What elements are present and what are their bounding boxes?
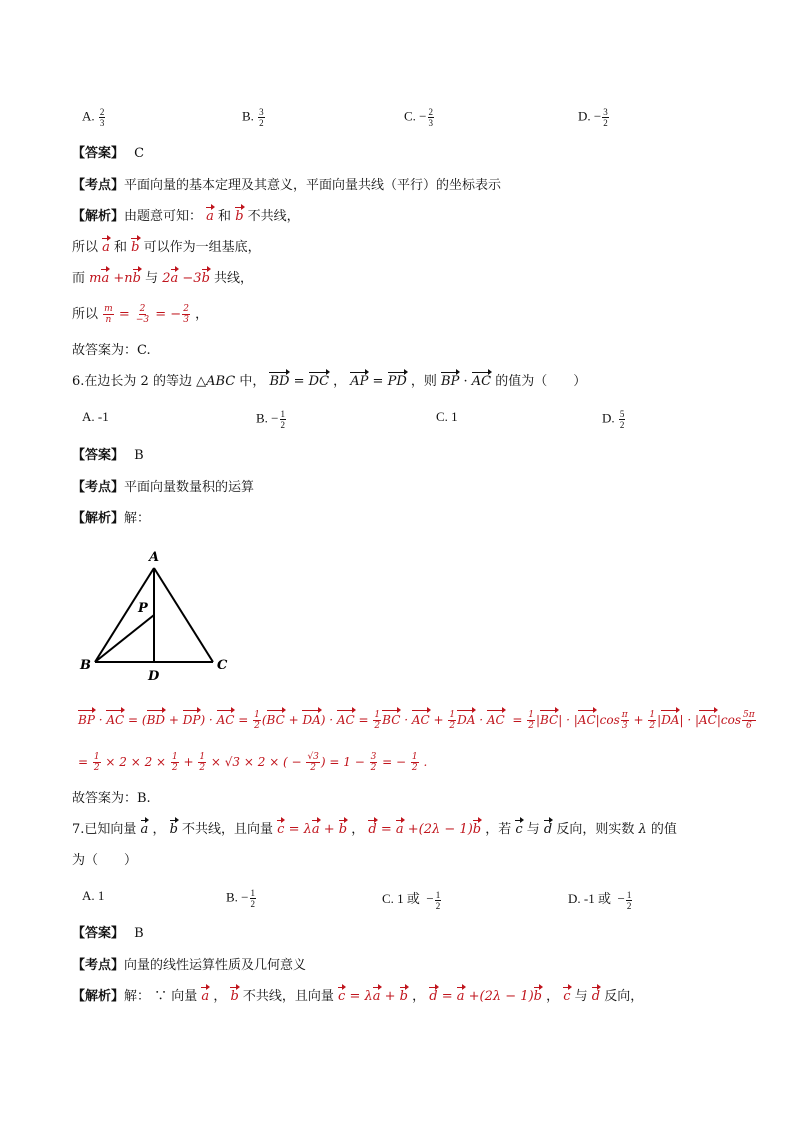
q6-stem: 6.在边长为 2 的等边 △ABC 中， BD = DC ， AP = PD ，则 BP · AC 的值为（ ） [72,372,586,392]
side-ac [154,568,213,662]
q7-option-a: A. 1 [82,888,105,903]
q5-option-b: B. $\frac{3}{2}$ [242,107,264,128]
q5-option-a: A. $\frac{2}{3}$ [82,107,105,128]
q6-analysis-line [72,509,150,529]
q5-analysis-tag: 【解析】 [72,209,125,224]
q7-analysis-line: 【解析】解： ∵ 向量 a ， b 不共线，且向量 c = λa + b ， d = a +(2λ − 1)b ， c 与 d 反向， [72,987,643,1007]
q5-analysis-line-1: 【解析】由题意可知： a 和 b 不共线， [72,207,300,227]
q5-option-d: D. − $\frac{3}{2}$ [578,107,608,128]
q6-formula-1: BP · AC = (BD + DP) · AC = $\frac{1}{2}$ (BC + DA) · AC = $\frac{1}{2}$ BC · AC + $\frac{1}{2}$ DA · AC = $\frac{1}{2}$ |BC| · |AC|cos $\frac{\pi}{3}$ + $\frac{1}{2}$ |DA| · |AC|cos $\frac{5\pi}{6}$ [78,710,755,731]
q6-conclusion: 故答案为：B. [72,791,151,806]
q6-analysis-intro: 解： [124,511,151,526]
q5-analysis-line-3: 而 ma +nb 与 2a −3b 共线， [72,269,253,289]
q6-option-b: B. − $\frac{1}{2}$ [256,409,286,430]
q7-stem-1: 7.已知向量 a ， b 不共线，且向量 c = λa + b ， d = a +(2λ − 1)b ，若 c 与 d 反向，则实数 λ 的值 [72,820,677,840]
q6-formula-2: = $\frac{1}{2}$ × 2 × 2 × $\frac{1}{2}$ + $\frac{1}{2}$ × √3 × 2 × ( − $\frac{√3}{2}$ ) = 1 − $\frac{3}{2}$ = − $\frac{1}{2}$ . [78,752,428,773]
q7-stem-2: 为（ ） [72,853,138,868]
q6-topic: 平面向量数量积的运算 [124,480,255,495]
label-a: A [149,550,160,565]
q7-option-b: B. − $\frac{1}{2}$ [226,888,256,909]
q6-option-d: D. $\frac{5}{2}$ [602,409,625,430]
q5-option-d-value: $\frac{3}{2}$ [603,107,608,128]
q6-topic-line [72,478,254,498]
q7-answer-tag: 【答案】 [72,926,125,941]
q7-analysis-tag: 【解析】 [72,989,125,1004]
q7-topic-tag: 【考点】 [72,958,125,973]
segment-bp [95,615,154,662]
q7-option-c: C. 1 或 − $\frac{1}{2}$ [382,889,441,911]
q5-answer: C [134,146,145,161]
q5-analysis-line-2: 所以 a 和 b 可以作为一组基底， [72,238,261,258]
triangle-figure [78,548,238,688]
q5-option-a-value: $\frac{2}{3}$ [99,107,105,128]
label-p: P [138,601,148,616]
q5-topic-line [72,176,501,196]
q5-option-c-value: $\frac{2}{3}$ [428,107,434,128]
q6-analysis-tag: 【解析】 [72,511,125,526]
q7-answer: B [134,926,144,941]
label-b: B [80,658,91,673]
label-c: C [217,658,228,673]
q6-answer-line [72,446,144,466]
q5-analysis-line-4: 所以 $\frac{m}{n}$ = $\frac{2}{-3}$ = − $\frac{2}{3}$ ， [72,304,209,325]
q5-conclusion: 故答案为：C. [72,343,151,358]
q5-topic: 平面向量的基本定理及其意义，平面向量共线（平行）的坐标表示 [124,178,502,193]
q7-topic: 向量的线性运算性质及几何意义 [124,958,307,973]
q5-topic-tag: 【考点】 [72,178,125,193]
q5-answer-tag: 【答案】 [72,146,125,161]
label-d: D [148,669,160,684]
q6-topic-tag: 【考点】 [72,480,125,495]
q7-topic-line [72,956,306,976]
q6-answer-tag: 【答案】 [72,448,125,463]
q6-option-a: A. -1 [82,409,109,424]
q5-answer-line [72,144,144,164]
q6-answer: B [134,448,144,463]
q6-option-c: C. 1 [436,409,458,424]
q7-option-d: D. -1 或 − $\frac{1}{2}$ [568,889,632,911]
q5-option-c: C. − $\frac{2}{3}$ [404,107,434,128]
q7-answer-line [72,924,144,944]
q5-option-b-value: $\frac{3}{2}$ [259,107,264,128]
